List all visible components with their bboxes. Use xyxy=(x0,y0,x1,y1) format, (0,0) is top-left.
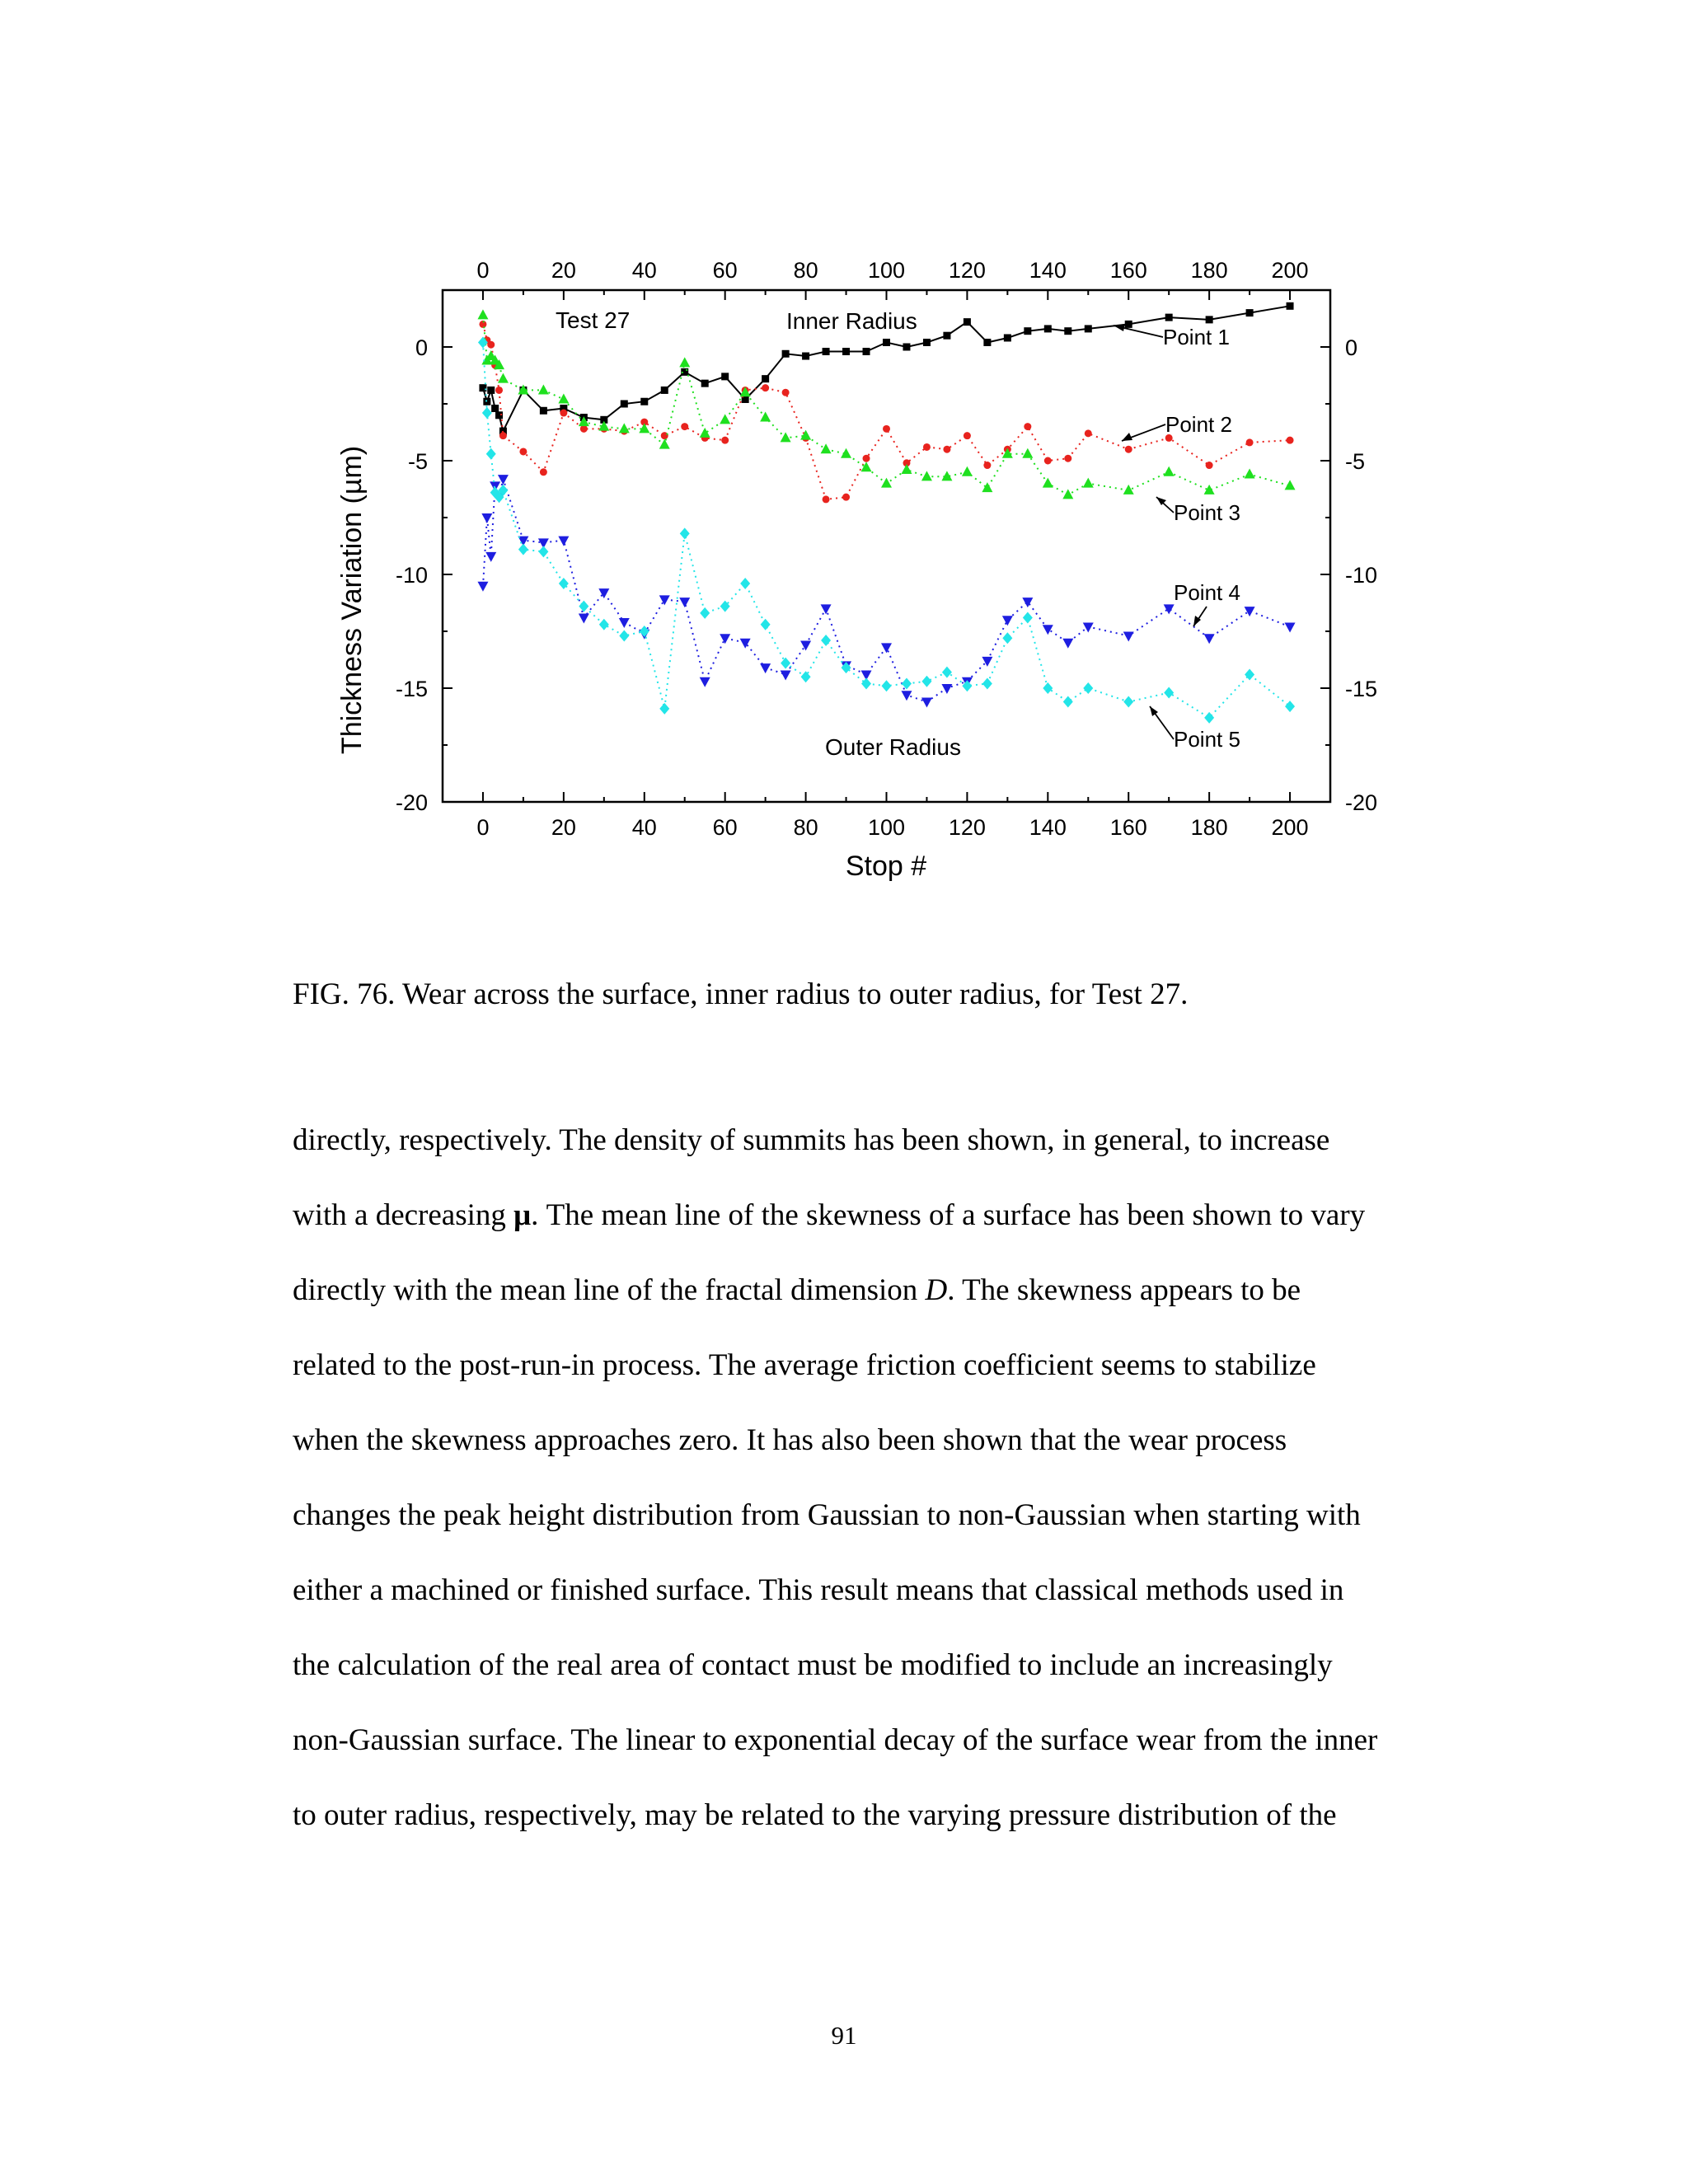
series-1-point xyxy=(923,339,931,346)
series-5-point xyxy=(1043,682,1053,694)
series-2-point xyxy=(782,389,790,396)
series-1-point xyxy=(1125,321,1132,328)
body-line: the calculation of the real area of contact must be modified to include an increasingly xyxy=(293,1648,1333,1682)
series-2-point xyxy=(1044,457,1052,465)
series-2-point xyxy=(923,443,931,451)
series-3-point xyxy=(740,387,751,396)
body-line xyxy=(293,1272,1504,1347)
series-5-point xyxy=(821,635,831,646)
series-4-point xyxy=(821,604,832,614)
y-tick-label-right: -15 xyxy=(1345,677,1378,701)
series-2-point xyxy=(499,432,507,439)
page-number: 91 xyxy=(831,2021,857,2050)
x-tick-label-top: 140 xyxy=(1029,258,1067,283)
outer-radius-label: Outer Radius xyxy=(825,734,961,760)
mu-symbol: μ xyxy=(513,1198,532,1232)
series-4-point xyxy=(720,634,730,644)
point-annotations xyxy=(1114,324,1240,752)
series-5-point xyxy=(1063,696,1073,708)
series-5-point xyxy=(1123,696,1133,708)
y-tick-label-right: -5 xyxy=(1345,449,1366,474)
series-1-point xyxy=(487,387,495,394)
series-2-point xyxy=(487,341,495,349)
series-5-line xyxy=(483,343,1290,718)
series-2-point xyxy=(1125,446,1132,453)
series-3-point xyxy=(861,462,872,471)
series-3-point xyxy=(982,482,992,492)
series-2-point xyxy=(1287,437,1294,444)
series-1-point xyxy=(491,405,499,412)
series-5-point xyxy=(1245,668,1254,680)
series-4-point xyxy=(598,588,609,598)
series-5-point xyxy=(982,677,992,689)
series-1-point xyxy=(721,373,729,380)
series-1-point xyxy=(802,353,809,360)
series-4-point xyxy=(1285,622,1296,632)
series-4-point xyxy=(619,618,630,628)
point3-label: Point 3 xyxy=(1174,500,1240,525)
series-1-point xyxy=(1024,327,1031,335)
series-5-point xyxy=(882,680,892,691)
series-4-point xyxy=(1043,625,1053,635)
series-5-point xyxy=(538,546,548,557)
body-text-span: . The skewness appears to be xyxy=(947,1273,1301,1307)
series-2-point xyxy=(823,495,830,503)
x-tick-label-bottom: 120 xyxy=(948,815,986,840)
x-tick-label-bottom: 60 xyxy=(712,815,738,840)
y-tick-label-left: 0 xyxy=(415,335,428,360)
series-2-point xyxy=(661,432,668,439)
series-5-point xyxy=(599,619,609,630)
x-tick-label-top: 120 xyxy=(948,258,986,283)
series-2-point xyxy=(863,455,870,462)
series-3-point xyxy=(1164,466,1175,476)
series-5-point xyxy=(761,619,771,630)
series-1-point xyxy=(964,318,971,326)
x-tick-label-bottom: 80 xyxy=(793,815,818,840)
y-tick-label-left: -15 xyxy=(395,677,428,701)
series-3-point xyxy=(901,464,912,474)
series-3-point xyxy=(1062,489,1073,499)
series-5-point xyxy=(659,703,669,715)
series-2-point xyxy=(519,448,527,455)
series-3-point xyxy=(619,423,630,433)
body-line: changes the peak height distribution from Gaussian to non-Gaussian when starting with xyxy=(293,1498,1361,1532)
series-4-point xyxy=(579,613,589,623)
series-4-point xyxy=(781,670,791,680)
y-tick-label-right: -10 xyxy=(1345,563,1378,588)
series-1-point xyxy=(1206,316,1213,323)
series-4 xyxy=(477,475,1295,707)
series-layer xyxy=(477,302,1295,724)
series-5-point xyxy=(486,448,496,460)
series-5-point xyxy=(1285,701,1295,712)
y-tick-label-left: -10 xyxy=(395,563,428,588)
series-5-point xyxy=(700,607,710,619)
series-3-point xyxy=(881,478,892,488)
series-2-point xyxy=(842,494,850,501)
series-2-point xyxy=(540,468,547,476)
body-line: related to the post-run-in process. The average friction coefficient seems to stabilize xyxy=(293,1348,1316,1382)
body-line xyxy=(293,1197,1504,1272)
series-3-point xyxy=(1245,469,1255,479)
series-5-point xyxy=(1023,612,1033,623)
series-1-point xyxy=(943,332,950,340)
x-tick-label-bottom: 40 xyxy=(631,815,657,840)
series-4-point xyxy=(477,582,488,592)
series-3-point xyxy=(720,414,730,424)
series-1-point xyxy=(903,344,910,351)
series-5-point xyxy=(680,527,690,539)
series-2-point xyxy=(1085,429,1092,437)
series-4-point xyxy=(1164,604,1175,614)
x-tick-label-top: 160 xyxy=(1109,258,1147,283)
series-1-point xyxy=(1004,334,1011,341)
body-line: when the skewness approaches zero. It has also been shown that the wear process xyxy=(293,1423,1287,1457)
series-1-point xyxy=(823,348,830,355)
series-4-point xyxy=(481,513,492,523)
figure-caption: FIG. 76. Wear across the surface, inner radius to outer radius, for Test 27. xyxy=(293,977,1189,1011)
series-5-point xyxy=(962,680,972,691)
series-1-point xyxy=(863,348,870,355)
series-3-point xyxy=(477,309,488,319)
y-tick-label-left: -5 xyxy=(407,449,428,474)
body-text-span: directly with the mean line of the fractal dimension xyxy=(293,1273,926,1307)
series-3-point xyxy=(821,443,832,453)
x-tick-label-top: 0 xyxy=(476,258,490,283)
point5-label: Point 5 xyxy=(1174,727,1240,752)
series-5-point xyxy=(579,601,588,612)
fractal-d-symbol: D xyxy=(925,1273,948,1307)
series-3-point xyxy=(1285,480,1296,490)
series-2-point xyxy=(983,462,991,469)
series-4-point xyxy=(1123,632,1134,642)
series-4-point xyxy=(760,663,771,673)
x-tick-label-bottom: 180 xyxy=(1190,815,1228,840)
series-5-point xyxy=(861,677,871,689)
x-tick-label-top: 80 xyxy=(793,258,818,283)
series-1-point xyxy=(883,339,890,346)
series-1-point xyxy=(1044,325,1052,332)
series-5-point xyxy=(740,578,750,589)
x-tick-label-top: 60 xyxy=(712,258,738,283)
series-3-point xyxy=(700,428,710,438)
x-tick-label-bottom: 160 xyxy=(1109,815,1147,840)
series-5-point xyxy=(781,658,790,669)
series-2-point xyxy=(1024,423,1031,430)
series-4-point xyxy=(800,641,811,651)
x-tick-label-top: 20 xyxy=(551,258,576,283)
x-tick-label-bottom: 200 xyxy=(1271,815,1309,840)
series-1-point xyxy=(1246,309,1254,316)
series-3-point xyxy=(800,430,811,440)
series-1-point xyxy=(842,348,850,355)
series-4-point xyxy=(679,598,690,607)
series-4-point xyxy=(1022,598,1033,607)
series-4-point xyxy=(1245,607,1255,616)
series-1-point xyxy=(762,375,769,382)
series-4-point xyxy=(941,684,952,694)
series-4-point xyxy=(881,643,892,653)
x-tick-label-top: 180 xyxy=(1190,258,1228,283)
body-text-span: with a decreasing xyxy=(293,1198,514,1232)
series-1-point xyxy=(701,380,709,387)
series-5-point xyxy=(619,630,629,642)
body-line: non-Gaussian surface. The linear to exponential decay of the surface wear from the inner xyxy=(293,1723,1378,1757)
series-1-point xyxy=(782,350,790,358)
y-tick-label-right: -20 xyxy=(1345,790,1378,815)
series-4-point xyxy=(982,657,992,667)
series-2-point xyxy=(721,437,729,444)
point2-arrowhead xyxy=(1122,433,1132,441)
series-1-point xyxy=(661,387,668,394)
x-tick-label-bottom: 20 xyxy=(551,815,576,840)
series-1-point xyxy=(479,384,486,391)
series-3-point xyxy=(498,373,509,383)
series-2-point xyxy=(883,425,890,433)
series-4-point xyxy=(659,595,670,605)
series-2-point xyxy=(943,446,950,453)
axis-ticks xyxy=(443,290,1330,802)
point4-label: Point 4 xyxy=(1174,580,1240,605)
series-3-point xyxy=(962,466,973,476)
series-5-point xyxy=(559,578,569,589)
body-line: to outer radius, respectively, may be related to the varying pressure distribution of the xyxy=(293,1798,1337,1832)
x-tick-label-bottom: 100 xyxy=(867,815,906,840)
series-4-point xyxy=(1083,622,1094,632)
series-1-point xyxy=(540,407,547,415)
series-4-point xyxy=(1002,616,1013,626)
x-tick-label-bottom: 0 xyxy=(476,815,490,840)
series-1-point xyxy=(1165,314,1173,321)
x-tick-label-top: 100 xyxy=(867,258,906,283)
series-3-point xyxy=(538,384,549,394)
plot-frame xyxy=(443,290,1330,802)
body-line: directly, respectively. The density of summits has been shown, in general, to increase xyxy=(293,1123,1330,1157)
wear-chart xyxy=(0,0,1688,907)
series-1-point xyxy=(621,401,628,408)
series-2-point xyxy=(762,384,769,391)
series-5-point xyxy=(518,544,528,555)
body-line: either a machined or finished surface. This result means that classical methods used in xyxy=(293,1573,1344,1607)
series-3-point xyxy=(1022,448,1033,458)
series-5-point xyxy=(801,671,811,682)
series-2-point xyxy=(964,432,971,439)
y-tick-label-left: -20 xyxy=(395,790,428,815)
series-4-point xyxy=(740,639,751,649)
series-1-point xyxy=(1085,325,1092,332)
series-5-point xyxy=(1002,632,1012,644)
x-tick-label-top: 40 xyxy=(631,258,657,283)
x-tick-label-top: 200 xyxy=(1271,258,1309,283)
series-4-point xyxy=(921,698,932,708)
series-3-point xyxy=(679,357,690,367)
x-tick-label-bottom: 140 xyxy=(1029,815,1067,840)
series-2-point xyxy=(1246,438,1254,446)
body-text-span: . The mean line of the skewness of a surface has been shown to vary xyxy=(531,1198,1366,1232)
series-5-point xyxy=(1083,682,1093,694)
y-axis-label: Thickness Variation (µm) xyxy=(336,445,368,755)
series-2-point xyxy=(681,423,688,430)
body-paragraph xyxy=(293,1122,1504,1872)
series-5 xyxy=(478,336,1295,723)
series-2-point xyxy=(580,425,588,433)
series-4-point xyxy=(700,677,710,687)
series-3-point xyxy=(659,439,670,449)
series-5-point xyxy=(942,667,952,678)
series-5-point xyxy=(902,677,912,689)
series-1-point xyxy=(640,398,648,405)
series-2-point xyxy=(1064,455,1071,462)
series-4-point xyxy=(1062,639,1073,649)
series-3-point xyxy=(1083,478,1094,488)
series-1-point xyxy=(983,339,991,346)
series-4-point xyxy=(1204,634,1215,644)
series-1-point xyxy=(1064,327,1071,335)
series-5-point xyxy=(1164,687,1174,699)
series-5-point xyxy=(921,676,931,687)
point1-label: Point 1 xyxy=(1163,325,1230,349)
chart-title: Test 27 xyxy=(556,307,631,333)
series-5-point xyxy=(1204,712,1214,724)
series-3-point xyxy=(841,448,851,458)
series-2-point xyxy=(1206,462,1213,469)
series-3-point xyxy=(921,471,932,480)
y-tick-label-right: 0 xyxy=(1345,335,1358,360)
series-2-point xyxy=(495,387,503,394)
inner-radius-label: Inner Radius xyxy=(786,308,917,334)
series-4-point xyxy=(485,552,496,562)
point2-label: Point 2 xyxy=(1165,412,1232,437)
series-2-point xyxy=(560,410,567,417)
series-4-point xyxy=(558,537,569,546)
series-1-point xyxy=(1287,302,1294,310)
series-5-point xyxy=(482,407,492,419)
x-axis-label: Stop # xyxy=(845,851,927,882)
